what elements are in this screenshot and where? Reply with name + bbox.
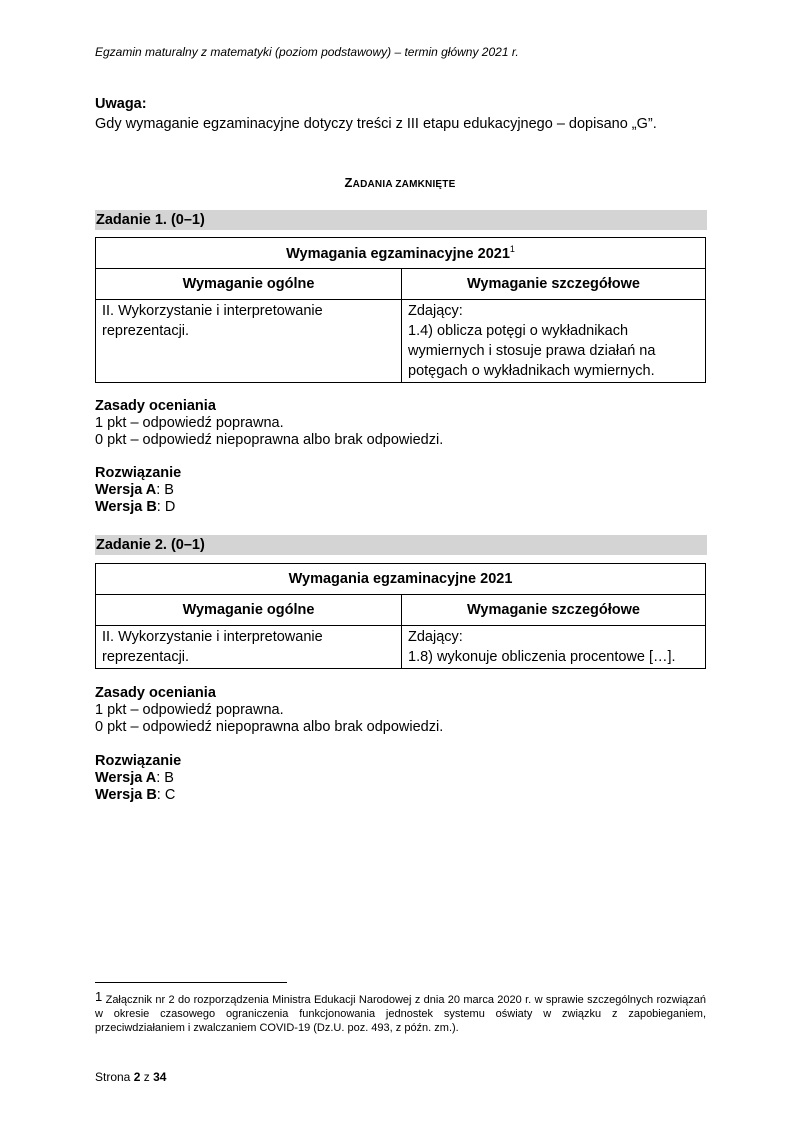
task-1-solution: [95, 465, 181, 516]
version-a-label: Wersja A: [95, 482, 157, 498]
detail-line: 1.8) wykonuje obliczenia procentowe […].: [408, 649, 676, 665]
version-a-answer: [95, 482, 181, 499]
scoring-line: 0 pkt – odpowiedź niepoprawna albo brak odpowiedzi.: [95, 432, 444, 448]
detail-line: 1.4) oblicza potęgi o wykładnikach: [408, 323, 629, 339]
note-text: Gdy wymaganie egzaminacyjne dotyczy treści z III etapu edukacyjnego – dopisano „G”.: [95, 116, 657, 132]
scoring-line: 1 pkt – odpowiedź poprawna.: [95, 702, 284, 718]
scoring-title: Zasady oceniania: [95, 398, 216, 414]
section-heading: [0, 175, 800, 190]
footnote-mark: 1: [95, 989, 103, 1004]
page-total: 34: [153, 1070, 167, 1084]
page-number: [95, 1070, 166, 1084]
column-header-detail: Wymaganie szczegółowe: [402, 595, 706, 626]
detail-line: potęgach o wykładnikach wymiernych.: [408, 363, 655, 379]
task-1-requirements-table: [95, 237, 706, 383]
version-b-label: Wersja B: [95, 499, 157, 515]
footnote-text: Załącznik nr 2 do rozporządzenia Ministra Edukacji Narodowej z dnia 20 marca 2020 r. w sprawie szczególnych rozwiązań w okresie czasowego ograniczenia funkcjonowania jednostek systemu oświaty w związku z zapobieganiem, przeciwdziałaniem i zwalczaniem COVID-19 (Dz.U. poz. 493, z późn. zm.).: [95, 994, 706, 1034]
column-header-general: Wymaganie ogólne: [96, 595, 402, 626]
version-a-answer: [95, 770, 181, 787]
table-title: [96, 238, 706, 269]
version-b-answer: [95, 787, 181, 804]
footnote: [95, 990, 706, 1035]
general-requirement-cell: [96, 626, 402, 669]
task-1-scoring: [95, 398, 443, 449]
detail-line: Zdający:: [408, 629, 463, 645]
footnote-ref: 1: [509, 244, 515, 255]
table-title: Wymagania egzaminacyjne 2021: [96, 564, 706, 595]
general-requirement-cell: [96, 300, 402, 383]
footnote-divider: [95, 982, 287, 983]
general-line: II. Wykorzystanie i interpretowanie: [102, 303, 323, 319]
version-b-answer: [95, 499, 181, 516]
task-2-title: Zadanie 2. (0–1): [95, 535, 707, 555]
note-title: Uwaga:: [95, 96, 147, 112]
detail-requirement-cell: [402, 626, 706, 669]
running-header: Egzamin maturalny z matematyki (poziom podstawowy) – termin główny 2021 r.: [95, 45, 519, 59]
detail-line: Zdający:: [408, 303, 463, 319]
version-a-label: Wersja A: [95, 770, 157, 786]
scoring-line: 0 pkt – odpowiedź niepoprawna albo brak odpowiedzi.: [95, 719, 444, 735]
column-header-general: Wymaganie ogólne: [96, 269, 402, 300]
task-2-solution: [95, 753, 181, 804]
version-b-label: Wersja B: [95, 787, 157, 803]
page-current: 2: [133, 1070, 141, 1084]
section-heading-rest: ADANIA ZAMKNIĘTE: [352, 179, 456, 190]
table-title-text: Wymagania egzaminacyjne 2021: [286, 245, 510, 262]
page-of: z: [143, 1070, 150, 1084]
task-1-title: Zadanie 1. (0–1): [95, 210, 707, 230]
version-a-value: : B: [156, 482, 174, 498]
version-b-value: : C: [156, 787, 176, 803]
scoring-line: 1 pkt – odpowiedź poprawna.: [95, 415, 284, 431]
solution-title: Rozwiązanie: [95, 465, 182, 481]
scoring-title: Zasady oceniania: [95, 685, 216, 701]
note-block: [95, 94, 657, 134]
version-b-value: : D: [156, 499, 176, 515]
task-2-requirements-table: [95, 563, 706, 669]
column-header-detail: Wymaganie szczegółowe: [402, 269, 706, 300]
detail-requirement-cell: [402, 300, 706, 383]
version-a-value: : B: [156, 770, 174, 786]
task-2-scoring: [95, 685, 443, 736]
general-line: II. Wykorzystanie i interpretowanie: [102, 629, 323, 645]
general-line: reprezentacji.: [102, 323, 190, 339]
page-prefix: Strona: [95, 1070, 131, 1084]
section-heading-initial: Z: [344, 175, 353, 190]
solution-title: Rozwiązanie: [95, 753, 182, 769]
general-line: reprezentacji.: [102, 649, 190, 665]
detail-line: wymiernych i stosuje prawa działań na: [408, 343, 656, 359]
